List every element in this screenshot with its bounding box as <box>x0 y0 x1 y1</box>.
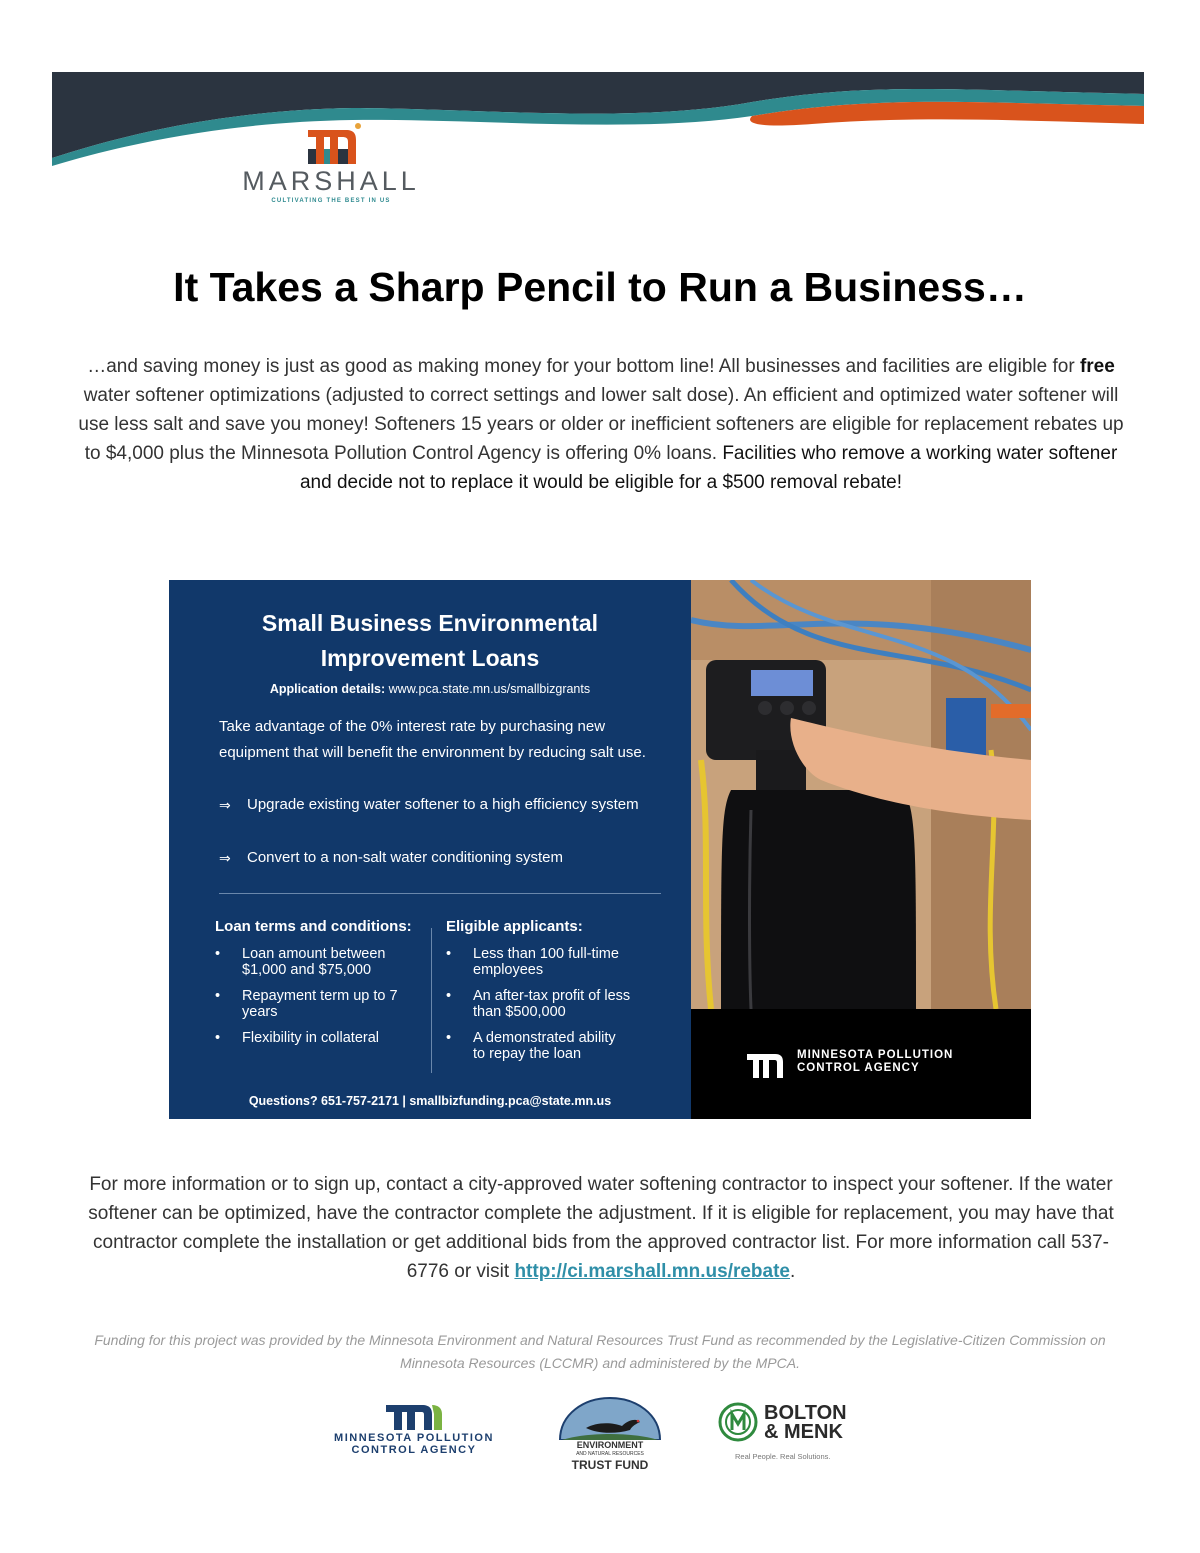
loan-term-text: Flexibility in collateral <box>242 1030 379 1046</box>
application-url: www.pca.state.mn.us/smallbizgrants <box>385 682 591 696</box>
bullet-icon: • <box>215 946 221 962</box>
funding-note: Funding for this project was provided by the Minnesota Environment and Natural Resources Trust Fund as recommended by the Legislative-Citizen Commission on Minnesota Resources (LCCMR) and administered by the MPCA. <box>94 1332 1106 1371</box>
bullet-icon: • <box>446 946 452 962</box>
marshall-tagline: CULTIVATING THE BEST IN US <box>271 198 391 204</box>
intro-removal-rebate: Facilities who remove a working water softener and decide not to replace it would be eligible for a $500 removal rebate! <box>299 443 1118 493</box>
loan-questions-contact: Questions? 651-757-2171 | smallbizfunding.pca@state.mn.us <box>248 1094 612 1108</box>
bolton-menk-name <box>764 1404 847 1442</box>
mpca-card-name-line2: CONTROL AGENCY <box>797 1062 920 1074</box>
intro-paragraph <box>78 352 1124 497</box>
bolton-menk-logo-icon <box>718 1402 758 1442</box>
trust-fund-line2: AND NATURAL RESOURCES <box>576 1451 644 1457</box>
eligible-item <box>446 946 666 980</box>
arrow-list-item <box>219 845 659 871</box>
closing-text: For more information or to sign up, contact a city-approved water softening contractor to inspect your softener. If the water softener can be optimized, have the contractor complete the adjustment. If it is eligible for replacement, you may have that contractor complete the installation or get additional bids from the approved contractor list. For more information call 537-6776 or visit <box>88 1174 1114 1282</box>
bullet-icon: • <box>446 988 452 1004</box>
loan-term-text <box>242 988 398 1020</box>
loan-card-title-line2: Improvement Loans <box>320 645 540 671</box>
loan-term-item <box>215 988 425 1022</box>
arrow-list-item-text: Convert to a non-salt water conditioning system <box>247 849 563 866</box>
rebate-link[interactable]: http://ci.marshall.mn.us/rebate <box>514 1261 791 1282</box>
intro-free-emphasis: free <box>1079 356 1115 377</box>
mpca-footer-name <box>318 1432 510 1456</box>
trust-fund-line1: ENVIRONMENT <box>576 1440 644 1450</box>
agency-footer-panel <box>691 1009 1031 1119</box>
closing-period: . <box>790 1261 796 1282</box>
loan-term-line: $1,000 and $75,000 <box>242 962 372 978</box>
closing-paragraph <box>78 1170 1124 1286</box>
bolton-menk-tagline: Real People. Real Solutions. <box>735 1452 831 1461</box>
loan-card-title <box>169 606 691 676</box>
marshall-wordmark: MARSHALL <box>242 166 420 196</box>
header-wave-banner <box>52 72 1144 172</box>
mpca-footer-logo-icon <box>386 1402 442 1430</box>
eligible-item <box>446 988 666 1022</box>
intro-text-2: water softener optimizations (adjusted to correct settings and lower salt dose). An efficient and optimized water softener will use less salt and save you money! Softeners 15 years or older or inefficient softeners are eligible for replacement rebates up to $4,000 plus the Minnesota Pollution Control Agency is offering 0% loans. <box>78 385 1124 464</box>
loan-term-line: Loan amount between <box>242 946 386 962</box>
mpca-footer-name-line2: CONTROL AGENCY <box>351 1444 477 1456</box>
loan-card-title-line1: Small Business Environmental <box>261 610 599 636</box>
application-details-label: Application details: <box>269 682 386 696</box>
loan-term-item <box>215 946 425 980</box>
loan-term-line: years <box>242 1004 278 1020</box>
loan-terms-heading: Loan terms and conditions: <box>215 918 412 935</box>
eligible-line: employees <box>473 962 544 978</box>
eligible-text <box>473 988 630 1020</box>
eligible-line: to repay the loan <box>473 1046 582 1062</box>
bullet-icon: • <box>215 1030 221 1046</box>
loan-benefit-text: Take advantage of the 0% interest rate by purchasing new equipment that will benefit the environment by reducing salt use. <box>219 718 646 761</box>
loan-info-card <box>169 580 1031 1119</box>
eligible-item <box>446 1030 666 1064</box>
application-details <box>169 682 691 696</box>
eligible-line: Less than 100 full-time <box>473 946 619 962</box>
eligible-line: than $500,000 <box>473 1004 566 1020</box>
bolton-menk-name-line2: & MENK <box>764 1421 843 1443</box>
arrow-list-item <box>219 792 659 844</box>
eligible-text <box>473 1030 616 1062</box>
water-softener-photo <box>691 580 1031 1009</box>
mpca-footer-name-line1: MINNESOTA POLLUTION <box>334 1432 494 1444</box>
loan-info-panel <box>169 580 691 1119</box>
column-divider <box>431 928 432 1073</box>
marshall-logo-icon <box>306 122 362 166</box>
mpca-card-name <box>797 1049 953 1075</box>
loan-term-line: Repayment term up to 7 <box>242 988 398 1004</box>
eligible-applicants-heading: Eligible applicants: <box>446 918 583 935</box>
loon-icon <box>556 1396 664 1440</box>
card-divider <box>219 893 661 894</box>
trust-fund-logo <box>552 1396 668 1476</box>
bullet-icon: • <box>215 988 221 1004</box>
mpca-card-name-line1: MINNESOTA POLLUTION <box>797 1049 954 1061</box>
eligible-text <box>473 946 619 978</box>
arrow-right-icon: ⇒ <box>219 797 231 813</box>
mpca-logo-icon <box>747 1050 787 1078</box>
eligible-line: An after-tax profit of less <box>473 988 631 1004</box>
bullet-icon: • <box>446 1030 452 1046</box>
eligible-line: A demonstrated ability <box>473 1030 616 1046</box>
arrow-list-item-text: Upgrade existing water softener to a high efficiency system <box>247 796 639 813</box>
arrow-right-icon: ⇒ <box>219 850 231 866</box>
loan-term-text <box>242 946 386 978</box>
loan-term-item <box>215 1030 425 1048</box>
bolton-menk-name-line1: BOLTON <box>764 1402 847 1424</box>
page-title: It Takes a Sharp Pencil to Run a Business… <box>173 264 1027 310</box>
trust-fund-line3: TRUST FUND <box>571 1458 649 1472</box>
intro-text-1: …and saving money is just as good as making money for your bottom line! All businesses and facilities are eligible for <box>87 356 1080 377</box>
